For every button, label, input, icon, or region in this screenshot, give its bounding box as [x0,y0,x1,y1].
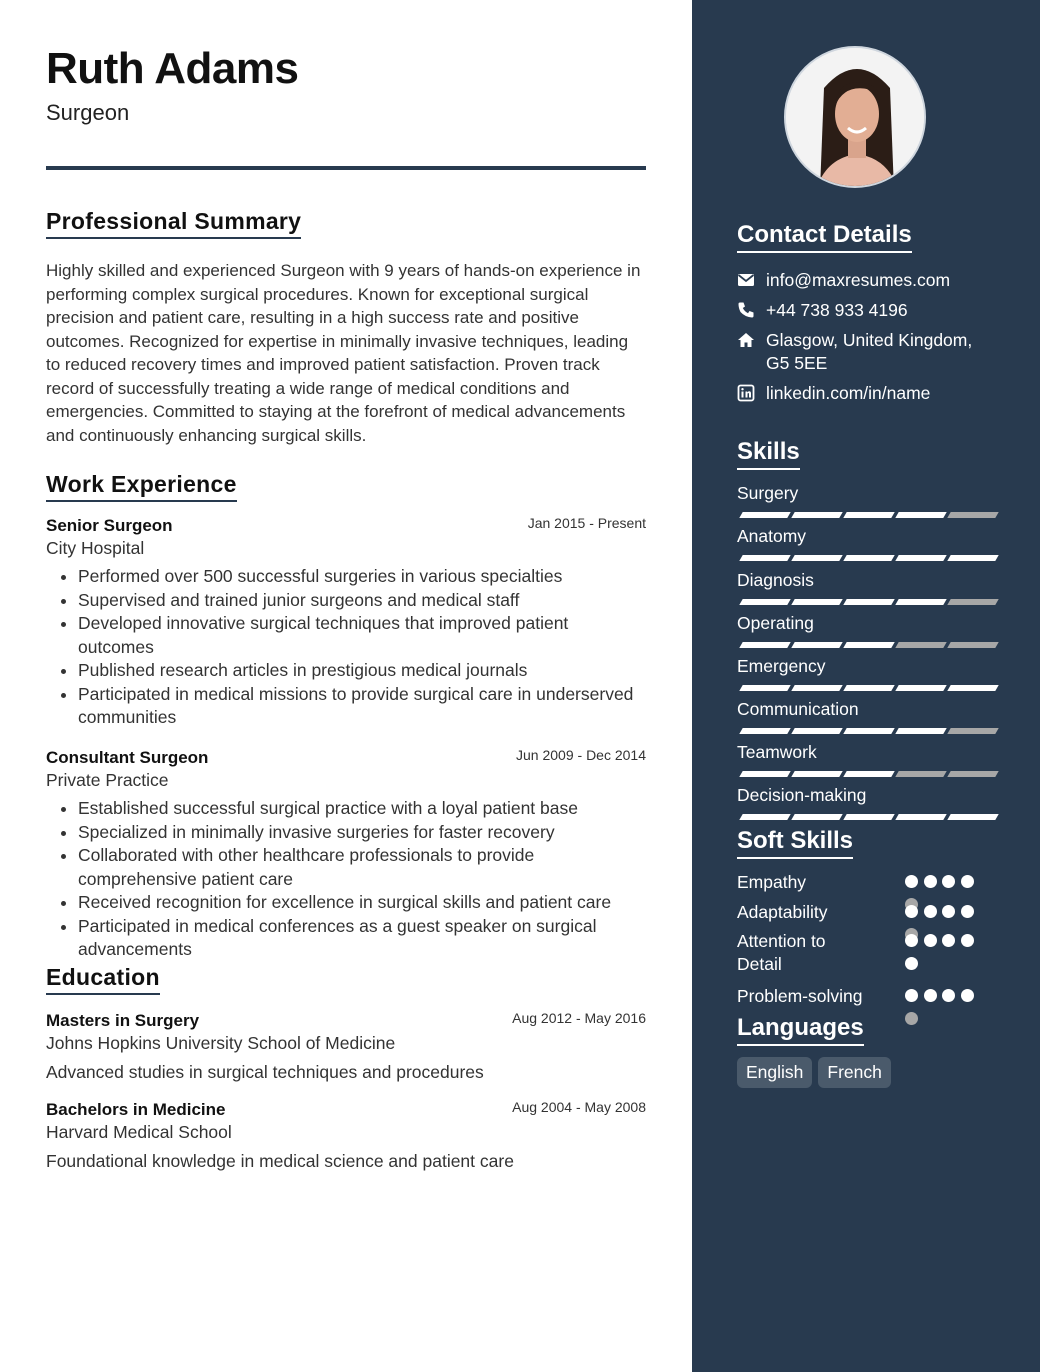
skill-level-segment [843,512,894,518]
soft-skill-rating [905,989,980,1023]
rating-dot [961,989,974,1002]
skill-level-segment [791,814,842,820]
rating-dot [924,875,937,888]
job-role: Senior Surgeon [46,516,173,535]
contact-heading: Contact Details [737,221,912,253]
skill-level-segment [843,555,894,561]
skill-level-segment [947,555,998,561]
skill-level-segment [791,771,842,777]
job-entry [46,516,646,730]
rating-dot [905,957,918,970]
skill-level-segment [895,771,946,777]
job-bullet: • Participated in medical conferences as a guest speaker on surgical advancements [78,915,646,962]
rating-dot [942,875,955,888]
job-date: Jan 2015 - Present [527,515,646,531]
soft-skill-name: Attention to Detail [737,931,826,974]
skill-level-segment [739,771,790,777]
skill-level-segment [947,642,998,648]
skill-level-segment [843,642,894,648]
skill-level-bar [737,512,993,518]
skill-level-bar [737,555,993,561]
summary-text: Highly skilled and experienced Surgeon with 9 years of hands-on experience in performing complex surgical procedures. Known for exceptional surgical precision and patient care, resulting in a high success rate and positive outcomes. Recognized for expertise in minimally invasive techniques, leading to reduced recovery times and improved patient satisfaction. Proven track record of successfully treating a wide range of medical conditions and emergencies. Committed to staying at the forefront of medical advancements and continuously enhancing surgical skills. [46,261,641,445]
profile-photo [784,46,926,188]
skill-level-segment [791,685,842,691]
skill-level-segment [739,685,790,691]
skill-name: Decision-making [737,785,867,805]
job-bullet: • Collaborated with other healthcare professionals to provide comprehensive patient care [78,844,646,891]
contact-phone-text: +44 738 933 4196 [766,300,908,320]
experience-heading: Work Experience [46,471,237,502]
rating-dot [905,1012,918,1025]
job-bullet: • Participated in medical missions to provide surgical care in underserved communities [78,683,646,730]
envelope-icon [737,271,755,289]
job-entry [46,748,646,962]
rating-dot [942,989,955,1002]
skill-level-bar [737,771,993,777]
education-entry [46,1100,646,1172]
languages-list [737,1057,891,1088]
skill-level-segment [791,599,842,605]
soft-skill-name: Empathy [737,872,807,892]
skill-level-segment [791,728,842,734]
job-bullet: • Established successful surgical practice with a loyal patient base [78,797,646,821]
skill-level-segment [791,642,842,648]
skill-level-segment [791,555,842,561]
job-org: Private Practice [46,770,169,790]
rating-dot [961,934,974,947]
skill-level-bar [737,814,993,820]
degree: Bachelors in Medicine [46,1100,226,1119]
job-bullet: • Received recognition for excellence in surgical skills and patient care [78,891,646,915]
skill-level-bar [737,685,993,691]
education-heading: Education [46,964,160,995]
skill-level-segment [843,728,894,734]
skill-level-segment [843,599,894,605]
skill-name: Diagnosis [737,570,814,590]
job-bullet: • Supervised and trained junior surgeons and medical staff [78,589,646,613]
education-desc: Advanced studies in surgical techniques and procedures [46,1062,484,1082]
languages-heading: Languages [737,1014,864,1046]
candidate-name: Ruth Adams [46,44,299,93]
skill-level-segment [739,555,790,561]
school: Johns Hopkins University School of Medicine [46,1033,396,1053]
soft-skill-name: Adaptability [737,902,828,922]
skill-level-segment [895,814,946,820]
soft-skill-name: Problem-solving [737,986,863,1006]
skill-level-segment [895,555,946,561]
skill-name: Anatomy [737,526,807,546]
skill-level-bar [737,728,993,734]
skill-level-segment [739,814,790,820]
rating-dot [942,934,955,947]
rating-dot [905,875,918,888]
job-org: City Hospital [46,538,145,558]
degree: Masters in Surgery [46,1011,200,1030]
education-date: Aug 2012 - May 2016 [512,1010,646,1026]
school: Harvard Medical School [46,1122,232,1142]
skill-level-bar [737,642,993,648]
skill-level-segment [895,512,946,518]
skill-level-segment [843,814,894,820]
education-entry [46,1011,646,1083]
language-tag: French [818,1057,890,1088]
skill-name: Teamwork [737,742,817,762]
skill-level-segment [791,512,842,518]
contact-address [737,329,987,375]
job-date: Jun 2009 - Dec 2014 [516,747,646,763]
rating-dot [961,905,974,918]
contact-address-text: Glasgow, United Kingdom, G5 5EE [766,330,973,373]
rating-dot [905,934,918,947]
skill-level-segment [739,599,790,605]
skill-level-bar [737,599,993,605]
education-date: Aug 2004 - May 2008 [512,1099,646,1115]
contact-email[interactable] [737,269,987,292]
soft-skill-rating [905,875,980,909]
contact-linkedin[interactable] [737,382,987,405]
job-bullet: • Developed innovative surgical techniques that improved patient outcomes [78,612,646,659]
rating-dot [905,905,918,918]
skill-level-segment [947,814,998,820]
rating-dot [942,905,955,918]
skill-level-segment [947,771,998,777]
linkedin-icon [737,384,755,402]
contact-email-text: info@maxresumes.com [766,270,951,290]
rating-dot [905,989,918,1002]
rating-dot [924,989,937,1002]
candidate-title: Surgeon [46,100,130,125]
skill-name: Communication [737,699,859,719]
contact-linkedin-text: linkedin.com/in/name [766,383,931,403]
skill-name: Emergency [737,656,826,676]
contact-phone[interactable] [737,299,987,322]
skill-level-segment [895,599,946,605]
summary-heading: Professional Summary [46,208,301,239]
soft-skills-heading: Soft Skills [737,827,853,859]
skill-level-segment [739,728,790,734]
skills-heading: Skills [737,438,800,470]
soft-skill-rating [905,934,980,968]
skill-level-segment [843,771,894,777]
skill-level-segment [947,599,998,605]
job-bullet: • Published research articles in prestigious medical journals [78,659,646,683]
job-bullet: • Specialized in minimally invasive surgeries for faster recovery [78,821,646,845]
education-desc: Foundational knowledge in medical science and patient care [46,1151,514,1171]
job-role: Consultant Surgeon [46,748,209,767]
job-bullet: • Performed over 500 successful surgeries in various specialties [78,565,646,589]
skill-level-segment [739,512,790,518]
skill-level-segment [843,685,894,691]
rating-dot [924,934,937,947]
skill-level-segment [895,685,946,691]
skill-name: Operating [737,613,814,633]
job-bullets [46,565,646,730]
skill-level-segment [895,642,946,648]
job-bullets [46,797,646,962]
skill-level-segment [739,642,790,648]
skill-level-segment [947,685,998,691]
header-divider [46,166,646,170]
skill-level-segment [947,512,998,518]
phone-icon [737,301,755,319]
rating-dot [961,875,974,888]
home-icon [737,331,755,349]
language-tag: English [737,1057,812,1088]
skill-level-segment [895,728,946,734]
rating-dot [924,905,937,918]
skill-level-segment [947,728,998,734]
skill-name: Surgery [737,483,799,503]
